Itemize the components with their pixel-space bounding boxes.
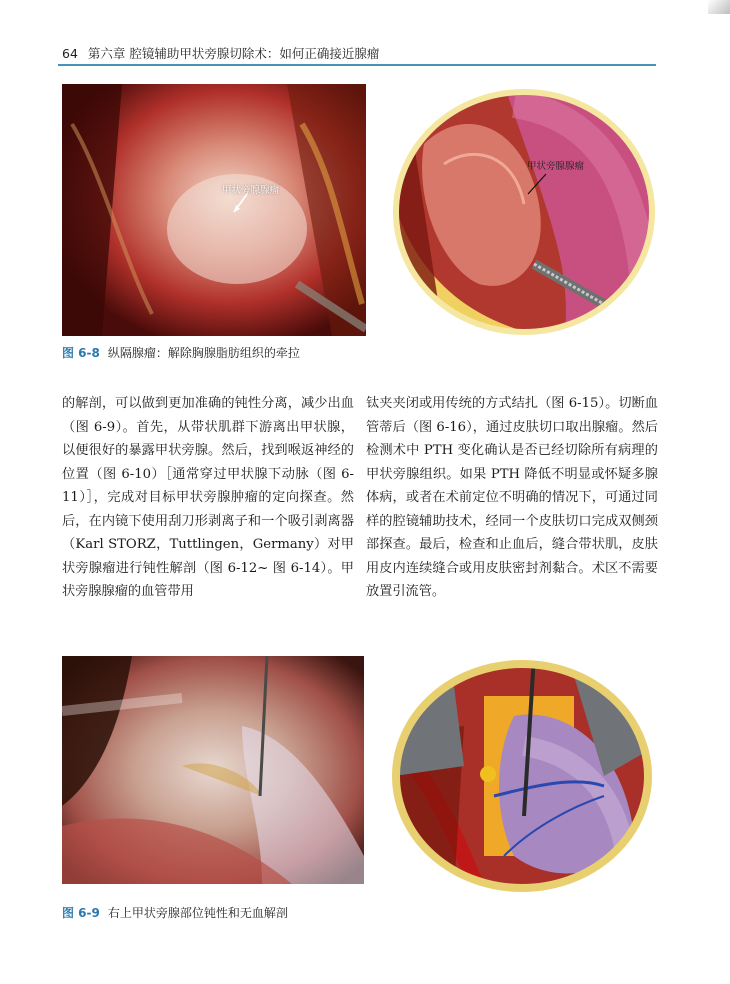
chapter-title: 第六章 腔镜辅助甲状旁腺切除术：如何正确接近腺瘤 bbox=[87, 46, 380, 61]
fig-6-8-number: 图 6-8 bbox=[62, 346, 100, 360]
fig-6-8-illustration-label: 甲状旁腺腺瘤 bbox=[527, 161, 585, 172]
fig-6-9-caption-text: 右上甲状旁腺部位钝性和无血解剖 bbox=[107, 906, 288, 920]
right-paragraph: 钛夹夹闭或用传统的方式结扎（图 6-15）。切断血管蒂后（图 6-16），通过皮肤切口取出腺瘤。然后检测术中 PTH 变化确认是否已经切除所有病理的甲状旁腺组织。如果 PTH 降低不明显或怀疑多腺体病，或者在术前定位不明确的情况下，可通过同样的腔镜辅助技术，经同一个皮肤切口完成双侧颈部探查。最后，检查和止血后，缝合带状肌，皮肤用皮内连续缝合或用皮肤密封剂黏合。术区不需要放置引流管。 bbox=[366, 396, 658, 599]
fig-6-9-photo bbox=[62, 656, 364, 884]
page-number: 64 bbox=[62, 46, 78, 61]
left-paragraph: 的解剖，可以做到更加准确的钝性分离，减少出血（图 6-9）。首先，从带状肌群下游离出甲状腺，以便很好的暴露甲状旁腺。然后，找到喉返神经的位置（图 6-10）［通常穿过甲状腺下动脉（图 6-11）］，完成对目标甲状旁腺肿瘤的定向探查。然后，在内镜下使用刮刀形剥离子和一个吸引剥离器（Karl STORZ，Tuttlingen，Germany）对甲状旁腺瘤进行钝性解剖（图 6-12~ 图 6-14）。甲状旁腺腺瘤的血管带用 bbox=[62, 396, 354, 599]
header-rule bbox=[58, 64, 656, 66]
page-edge-mark bbox=[708, 0, 730, 14]
fig-6-8-illustration bbox=[384, 84, 656, 340]
body-left-column bbox=[62, 392, 354, 604]
running-head bbox=[62, 44, 379, 62]
fig-6-8-caption bbox=[62, 344, 300, 361]
fig-6-8-photo bbox=[62, 84, 366, 336]
fig-6-9-caption bbox=[62, 904, 288, 921]
fig-6-9-illustration bbox=[384, 656, 656, 892]
body-right-column bbox=[366, 392, 658, 604]
fig-6-8-photo-label: 甲状旁腺腺瘤 bbox=[222, 185, 280, 196]
fig-6-8-caption-text: 纵隔腺瘤：解除胸腺脂肪组织的牵拉 bbox=[107, 346, 300, 360]
fig-6-9-number: 图 6-9 bbox=[62, 906, 100, 920]
